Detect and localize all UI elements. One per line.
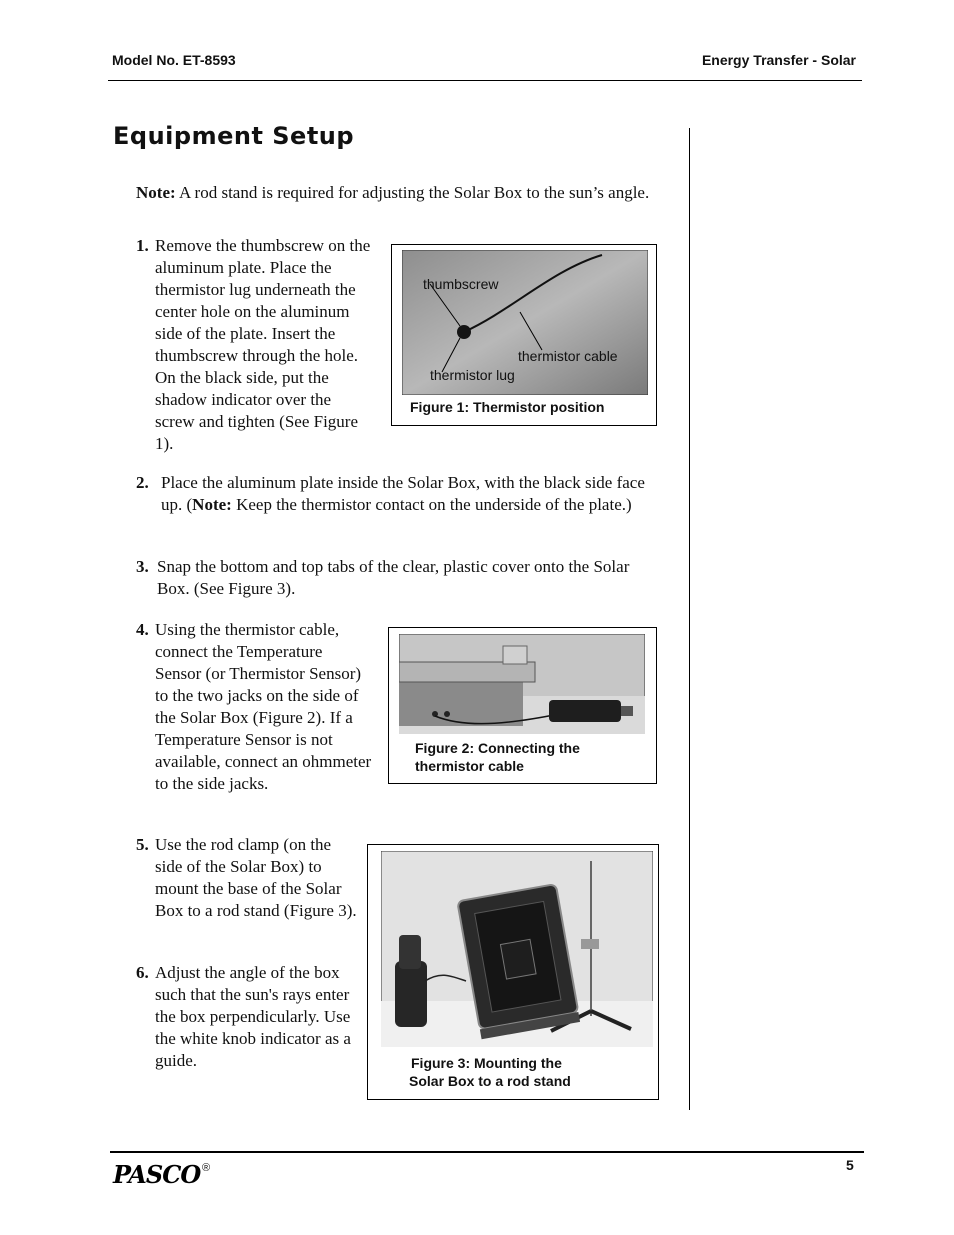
step-number: 6. [136, 963, 149, 982]
figure-3-caption-line-2: Solar Box to a rod stand [409, 1073, 571, 1089]
step-text-part: Place the aluminum plate inside the Solar Box, with the black side face up. ( [161, 473, 645, 514]
step-6 [136, 962, 356, 1072]
sensor-connection-photo [399, 634, 645, 734]
label-thumbscrew: thumbscrew [423, 276, 499, 292]
figure-1 [391, 244, 657, 426]
step-text-part: Keep the thermistor contact on the underside of the plate.) [231, 495, 632, 514]
header-title: Energy Transfer - Solar [701, 52, 856, 68]
step-5 [136, 834, 358, 922]
note-paragraph [136, 182, 666, 204]
step-text: Use the rod clamp (on the side of the Solar Box) to mount the base of the Solar Box to a rod stand (Figure 3). [155, 835, 357, 920]
figure-3 [367, 844, 659, 1100]
step-text: Using the thermistor cable, connect the Temperature Sensor (or Thermistor Sensor) to the two jacks on the side of the Solar Box (Figure 2). If a Temperature Sensor is not available, connect an ohmmeter to the side jacks. [155, 620, 372, 793]
figure-1-caption: Figure 1: Thermistor position [410, 399, 605, 415]
step-1 [136, 235, 372, 455]
step-number: 3. [136, 557, 149, 576]
footer-rule [110, 1151, 864, 1153]
step-text: Remove the thumbscrew on the aluminum plate. Place the thermistor lug underneath the center hole on the aluminum side of the plate. Insert the thumbscrew through the hole. On the black side, put the shadow indicator over the screw and tighten (See Figure 1). [155, 236, 371, 453]
note-label: Note: [192, 495, 232, 514]
pasco-logo-text: PASCO [113, 1160, 201, 1189]
step-number: 4. [136, 620, 149, 639]
step-text: Snap the bottom and top tabs of the clear, plastic cover onto the Solar Box. (See Figure 3). [157, 557, 630, 598]
step-number: 1. [136, 236, 149, 255]
label-thermistor-lug: thermistor lug [430, 367, 515, 383]
pasco-logo [113, 1160, 200, 1189]
figure-2-caption-line-2: thermistor cable [415, 758, 524, 774]
registered-mark: ® [202, 1162, 211, 1174]
note-text: A rod stand is required for adjusting the Solar Box to the sun’s angle. [175, 183, 650, 202]
note-label: Note: [136, 183, 176, 202]
header-rule [108, 80, 862, 81]
step-3 [136, 556, 646, 600]
margin-line [689, 128, 690, 1110]
step-4 [136, 619, 372, 795]
figure-2 [388, 627, 657, 784]
step-text: Adjust the angle of the box such that the sun's rays enter the box perpendicularly. Use the white knob indicator as a guide. [155, 963, 351, 1070]
header-model: Model No. ET-8593 [112, 52, 236, 68]
step-2 [136, 472, 668, 516]
step-text [161, 472, 668, 516]
figure-3-caption-line-1: Figure 3: Mounting the [411, 1055, 562, 1071]
page-title: Equipment Setup [113, 122, 355, 150]
page-number: 5 [846, 1157, 854, 1173]
rod-stand-photo [381, 851, 653, 1047]
label-thermistor-cable: thermistor cable [518, 348, 618, 364]
step-number: 2. [136, 473, 149, 492]
step-number: 5. [136, 835, 149, 854]
figure-2-caption-line-1: Figure 2: Connecting the [415, 740, 580, 756]
